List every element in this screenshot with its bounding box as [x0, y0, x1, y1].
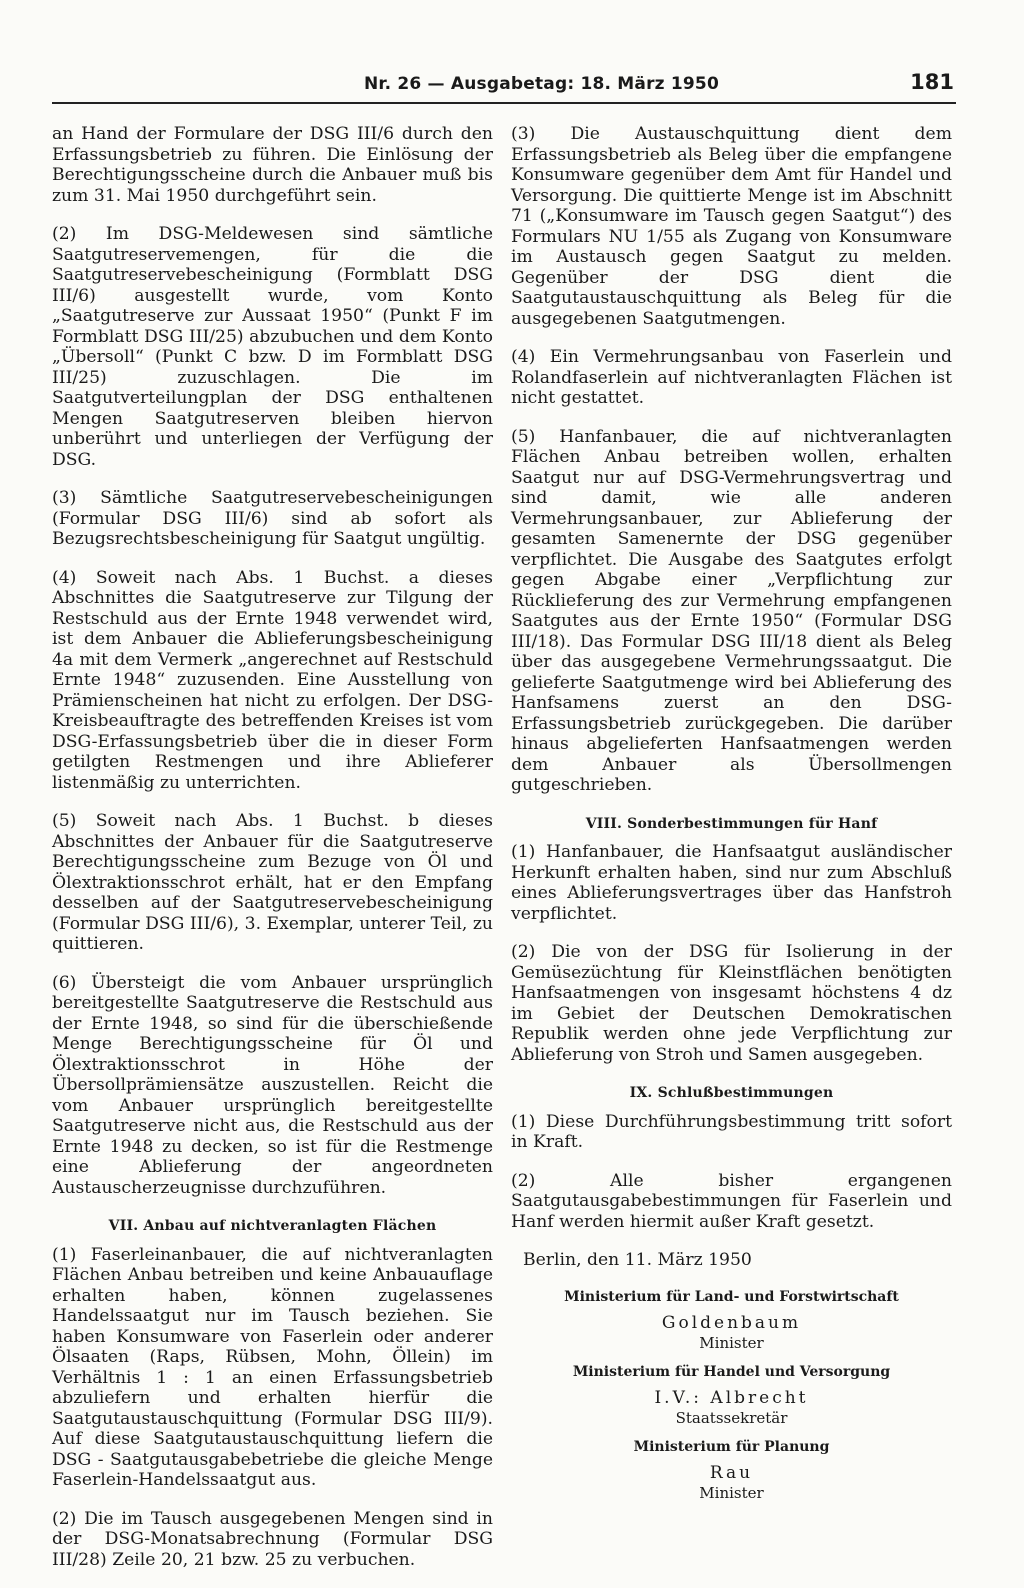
section-viii-paragraph-2: (2) Die von der DSG für Isolierung in der Gemüsezüchtung für Kleinstflächen benötigten Hanfsaatmengen von insgesamt höchstens 4 dz im Gebiet der Deutschen Demokratischen Republik werden ohne jede Verpflichtung zur Ablieferung von Stroh und Samen ausgegeben. — [511, 942, 952, 1065]
page-header — [52, 70, 956, 104]
section-heading-ix: IX. Schlußbestimmungen — [629, 1085, 834, 1101]
ministry-name: Ministerium für Handel und Versorgung — [572, 1363, 891, 1380]
signatory-name: I.V.: Albrecht — [654, 1388, 809, 1408]
section-vii-paragraph-5: (5) Hanfanbauer, die auf nichtveranlagten Flächen Anbau betreiben wollen, erhalten Saatgut nur auf DSG-Vermehrungsvertrag und sind damit, wie alle anderen Vermehrungsanbauer, zur Ablieferung der gesamten Samenernte der DSG gegenüber verpflichtet. Die Ausgabe des Saatgutes erfolgt gegen Abgabe einer „Verpflichtung zur Rücklieferung des zur Vermehrung empfangenen Saatgutes aus der Ernte 1950“ (Formular DSG III/18). Das Formular DSG III/18 dient als Beleg über das ausgegebene Vermehrungssaatgut. Die gelieferte Saatgutmenge wird bei Ablieferung des Hanfsamens zuerst an den DSG-Erfassungsbetrieb zurückgegeben. Die darüber hinaus abgelieferten Hanfsaatmengen werden dem Anbauer als Übersollmengen gutgeschrieben. — [511, 426, 952, 795]
signature-date: Berlin, den 11. März 1950 — [523, 1250, 752, 1270]
ministry-name: Ministerium für Land- und Forstwirtschaft — [564, 1288, 899, 1305]
left-column — [52, 124, 493, 1588]
section-vii-paragraph-3: (3) Die Austauschquittung dient dem Erfassungsbetrieb als Beleg über die empfangene Konsumware gegenüber dem Amt für Handel und Versorgung. Die quittierte Menge ist im Abschnitt 71 („Konsumware im Tausch gegen Saatgut“) des Formulars NU 1/55 als Zugang von Konsumware im Austausch gegen Saatgut zu melden. Gegenüber der DSG dient die Saatgutaustauschquittung als Beleg für die ausgegebenen Saatgutmengen. — [511, 124, 952, 329]
section-vii-paragraph-4: (4) Ein Vermehrungsanbau von Faserlein und Rolandfaserlein auf nichtveranlagten Flächen ist nicht gestattet. — [511, 347, 952, 408]
paragraph-5: (5) Soweit nach Abs. 1 Buchst. b dieses Abschnittes der Anbauer für die Saatgutreserve Berechtigungsscheine zum Bezuge von Öl und Ölextraktionsschrot erhält, hat er den Empfang desselben auf der Saatgutreservebescheinigung (Formular DSG III/6), 3. Exemplar, unterer Teil, zu quittieren. — [52, 811, 493, 954]
running-title: Nr. 26 — Ausgabetag: 18. März 1950 — [364, 74, 719, 94]
signatory-name: Rau — [709, 1463, 754, 1483]
right-column — [511, 124, 952, 1502]
paragraph-3: (3) Sämtliche Saatgutreservebescheinigungen (Formular DSG III/6) sind ab sofort als Bezugsrechtsbescheinigung für Saatgut ungültig. — [52, 488, 493, 549]
signatory-role: Staatssekretär — [675, 1408, 788, 1427]
ministry-name: Ministerium für Planung — [633, 1438, 830, 1455]
signatory-role: Minister — [699, 1483, 764, 1502]
signatory-role: Minister — [699, 1333, 764, 1352]
signatory-name: Goldenbaum — [661, 1313, 802, 1333]
page-number: 181 — [910, 70, 954, 94]
section-vii-paragraph-1: (1) Faserleinanbauer, die auf nichtveranlagten Flächen Anbau betreiben und keine Anbauauflage erhalten haben, können zugelassenes Handelssaatgut nur im Tausch beziehen. Sie haben Konsumware von Faserlein oder anderer Ölsaaten (Raps, Rübsen, Mohn, Öllein) im Verhältnis 1 : 1 an einen Erfassungsbetrieb abzuliefern und erhalten hierfür die Saatgutaustauschquittung (Formular DSG III/9). Auf diese Saatgutaustauschquittung liefern die DSG - Saatgutausgabebetriebe die gleiche Menge Faserlein-Handelssaatgut aus. — [52, 1244, 493, 1490]
section-ix-paragraph-1: (1) Diese Durchführungsbestimmung tritt sofort in Kraft. — [511, 1111, 952, 1152]
section-heading-vii: VII. Anbau auf nichtveranlagten Flächen — [108, 1218, 437, 1234]
paragraph-continued: an Hand der Formulare der DSG III/6 durch den Erfassungsbetrieb zu führen. Die Einlösung der Berechtigungsscheine durch die Anbauer muß bis zum 31. Mai 1950 durchgeführt sein. — [52, 124, 493, 206]
paragraph-6: (6) Übersteigt die vom Anbauer ursprünglich bereitgestellte Saatgutreserve die Restschuld aus der Ernte 1948, so sind für die überschießende Menge Berechtigungsscheine für Öl und Ölextraktionsschrot in Höhe der Übersollprämiensätze auszustellen. Reicht die vom Anbauer ursprünglich bereitgestellte Saatgutreserve nicht aus, die Restschuld aus der Ernte 1948 zu decken, so ist für die Restmenge eine Ablieferung der angeordneten Austauscherzeugnisse durchzuführen. — [52, 972, 493, 1198]
section-ix-paragraph-2: (2) Alle bisher ergangenen Saatgutausgabebestimmungen für Faserlein und Hanf werden hiermit außer Kraft gesetzt. — [511, 1170, 952, 1232]
section-viii-paragraph-1: (1) Hanfanbauer, die Hanfsaatgut ausländischer Herkunft erhalten haben, sind nur zum Abschluß eines Ablieferungsvertrages über das Hanfstroh verpflichtet. — [511, 842, 952, 924]
paragraph-4: (4) Soweit nach Abs. 1 Buchst. a dieses Abschnittes die Saatgutreserve zur Tilgung der Restschuld aus der Ernte 1948 verwendet wird, ist dem Anbauer die Ablieferungsbescheinigung 4a mit dem Vermerk „angerechnet auf Restschuld Ernte 1948“ zuzusenden. Eine Ausstellung von Prämienscheinen hat nicht zu erfolgen. Der DSG-Kreisbeauftragte des betreffenden Kreises ist vom DSG-Erfassungsbetrieb über die in dieser Form getilgten Restmengen und ihre Ablieferer listenmäßig zu unterrichten. — [52, 567, 493, 793]
section-heading-viii: VIII. Sonderbestimmungen für Hanf — [585, 815, 878, 832]
paragraph-2: (2) Im DSG-Meldewesen sind sämtliche Saatgutreservemengen, für die die Saatgutreservebescheinigung (Formblatt DSG III/6) ausgestellt wurde, vom Konto „Saatgutreserve zur Aussaat 1950“ (Punkt F im Formblatt DSG III/25) abzubuchen und dem Konto „Übersoll“ (Punkt C bzw. D im Formblatt DSG III/25) zuzuschlagen. Die im Saatgutverteilungplan der DSG enthaltenen Mengen Saatgutreserven bleiben hiervon unberührt und unterliegen der Verfügung der DSG. — [52, 224, 493, 470]
section-vii-paragraph-2: (2) Die im Tausch ausgegebenen Mengen sind in der DSG-Monatsabrechnung (Formular DSG III/28) Zeile 20, 21 bzw. 25 zu verbuchen. — [52, 1508, 493, 1570]
signature-block — [511, 1287, 952, 1502]
